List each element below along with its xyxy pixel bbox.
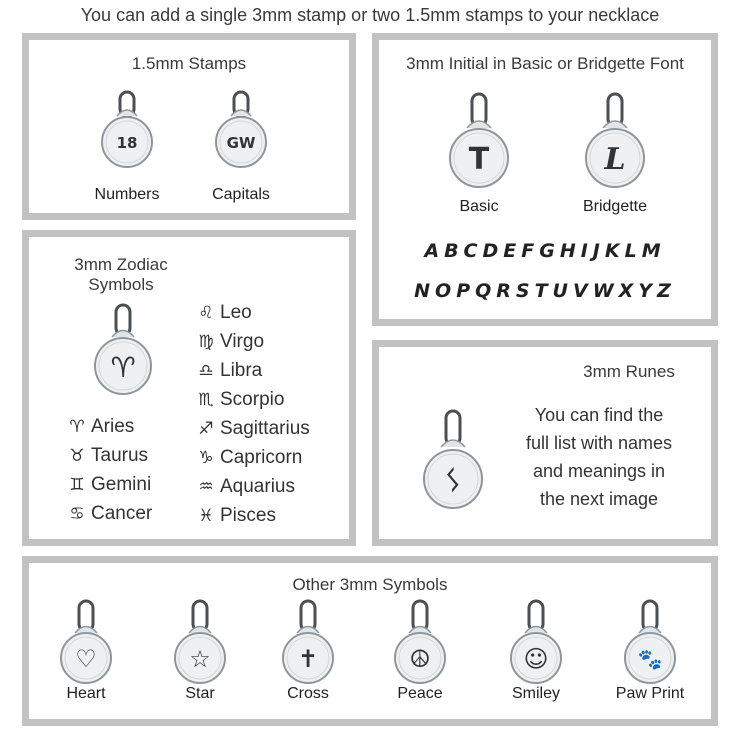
- zodiac-item-aries: [63, 412, 152, 441]
- runes-line: and meanings in: [532, 461, 666, 481]
- zodiac-item-gemini: [63, 470, 152, 499]
- panel-title: Other 3mm Symbols: [292, 575, 448, 594]
- zodiac-name: Taurus: [91, 444, 149, 466]
- charm-pendant-icon: [59, 599, 113, 685]
- capricorn-icon: ♑: [198, 447, 214, 468]
- charm-heart: [59, 599, 113, 685]
- panel-title: 3mm Zodiac Symbols: [74, 255, 168, 294]
- panel-title: 3mm Initial in Basic or Bridgette Font: [406, 54, 684, 73]
- charm-pendant-icon: [623, 599, 677, 685]
- zodiac-item-leo: [192, 298, 310, 327]
- zodiac-name: Libra: [220, 359, 263, 381]
- charm-star: [173, 599, 227, 685]
- charm-pendant-icon: [281, 599, 335, 685]
- charm-engraving: ☮: [409, 645, 431, 673]
- charm-peace: [393, 599, 447, 685]
- charm-label-peace: Peace: [397, 685, 443, 702]
- charm-label-numbers: Numbers: [94, 186, 160, 203]
- virgo-icon: ♍: [198, 331, 214, 352]
- charm-pendant-icon: [447, 92, 511, 192]
- zodiac-item-pisces: [192, 501, 310, 530]
- charm-smiley: [509, 599, 563, 685]
- charm-engraving: ♈: [110, 351, 136, 384]
- alphabet-row-1: ABCDEFGHIJKLM: [424, 240, 666, 262]
- taurus-icon: ♉: [69, 445, 85, 466]
- panel-other-3mm-symbols: [22, 556, 718, 726]
- zodiac-name: Pisces: [220, 504, 276, 526]
- panel-3mm-initial: [372, 33, 718, 326]
- zodiac-item-cancer: [63, 499, 152, 528]
- charm-pendant-icon: [97, 90, 157, 172]
- charm-pendant-icon: [173, 599, 227, 685]
- gemini-icon: ♊: [69, 474, 85, 495]
- alphabet-row-2: NOPQRSTUVWXYZ: [414, 280, 676, 302]
- panel-3mm-runes: [372, 340, 718, 546]
- zodiac-item-libra: [192, 356, 310, 385]
- charm-label-capitals: Capitals: [212, 186, 270, 203]
- zodiac-name: Capricorn: [220, 446, 303, 468]
- zodiac-name: Leo: [220, 301, 252, 323]
- page-headline: You can add a single 3mm stamp or two 1.5mm stamps to your necklace: [80, 5, 660, 25]
- charm-engraving: ☆: [189, 645, 211, 673]
- charm-pendant-icon: [509, 599, 563, 685]
- zodiac-list-left: [63, 412, 152, 528]
- scorpio-icon: ♏: [198, 389, 214, 410]
- zodiac-list-right: [192, 298, 310, 530]
- charm-paw-print: [623, 599, 677, 685]
- charm-label-star: Star: [185, 685, 215, 702]
- panel-3mm-zodiac: [22, 230, 356, 546]
- charm-engraving: 🐾: [637, 647, 663, 671]
- charm-label-bridgette: Bridgette: [582, 198, 648, 215]
- charm-cross: [281, 599, 335, 685]
- charm-pendant-icon: [393, 599, 447, 685]
- charm-label-smiley: Smiley: [511, 685, 560, 702]
- panel-title: 1.5mm Stamps: [131, 54, 247, 73]
- panel-1-5mm-stamps: [22, 33, 356, 220]
- charm-bridgette: [583, 92, 647, 192]
- zodiac-name: Sagittarius: [220, 417, 310, 439]
- zodiac-name: Aries: [91, 415, 135, 437]
- charm-engraving: 18: [116, 134, 138, 152]
- libra-icon: ♎: [198, 360, 214, 381]
- charm-pendant-icon: [583, 92, 647, 192]
- charm-numbers: [97, 90, 157, 172]
- charm-pendant-icon: [93, 303, 153, 399]
- runes-line: the next image: [539, 489, 659, 509]
- zodiac-name: Scorpio: [220, 388, 285, 410]
- charm-capitals: [211, 90, 271, 172]
- charm-label-basic: Basic: [459, 198, 499, 215]
- charm-engraving: ✝: [297, 645, 319, 673]
- charm-engraving: GW: [226, 134, 256, 152]
- zodiac-item-taurus: [63, 441, 152, 470]
- zodiac-name: Cancer: [91, 502, 153, 524]
- pisces-icon: ♓: [198, 505, 214, 526]
- charm-engraving: T: [468, 142, 490, 177]
- zodiac-item-scorpio: [192, 385, 310, 414]
- zodiac-name: Virgo: [220, 330, 265, 352]
- runes-line: You can find the: [534, 405, 664, 425]
- charm-label-heart: Heart: [66, 685, 106, 702]
- leo-icon: ♌: [198, 302, 214, 323]
- aries-icon: ♈: [69, 416, 85, 437]
- zodiac-item-sagittarius: [192, 414, 310, 443]
- charm-label-paw-print: Paw Print: [615, 685, 685, 702]
- charm-pendant-icon: [211, 90, 271, 172]
- charm-engraving: ᛊ: [444, 464, 462, 497]
- charm-pendant-icon: [421, 409, 485, 513]
- runes-line: full list with names: [525, 433, 673, 453]
- charm-engraving: L: [604, 142, 626, 177]
- zodiac-item-aquarius: [192, 472, 310, 501]
- cancer-icon: ♋: [69, 503, 85, 524]
- charm-basic: [447, 92, 511, 192]
- zodiac-item-capricorn: [192, 443, 310, 472]
- zodiac-name: Aquarius: [220, 475, 295, 497]
- sagittarius-icon: ♐: [198, 418, 214, 439]
- charm-rune: [421, 409, 485, 513]
- charm-engraving: ☺: [523, 645, 549, 673]
- runes-description: [507, 401, 691, 513]
- charm-aries: [93, 303, 153, 399]
- aquarius-icon: ♒: [198, 476, 214, 497]
- charm-label-cross: Cross: [287, 685, 329, 702]
- zodiac-name: Gemini: [91, 473, 152, 495]
- zodiac-item-virgo: [192, 327, 310, 356]
- panel-title: 3mm Runes: [583, 362, 675, 381]
- charm-engraving: ♡: [75, 645, 97, 673]
